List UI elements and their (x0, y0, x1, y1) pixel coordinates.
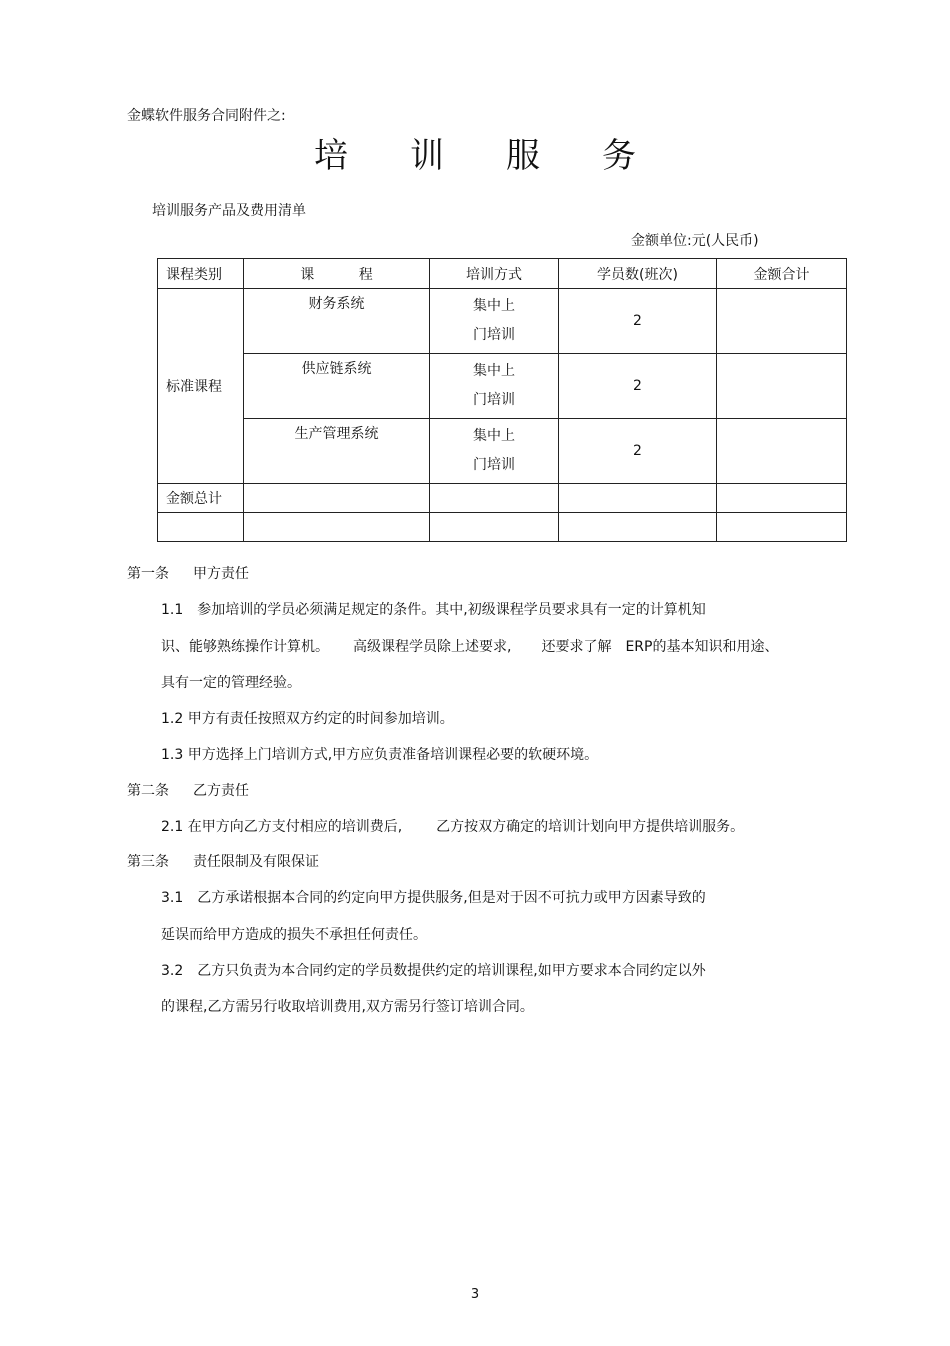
list-subtitle: 培训服务产品及费用清单 (152, 203, 306, 219)
table-row (158, 354, 847, 419)
article-label: 第一条 (127, 566, 169, 582)
article-title: 责任限制及有限保证 (193, 854, 319, 870)
course-cell: 生产管理系统 (244, 419, 430, 484)
method-line1: 集中上 (473, 298, 515, 314)
amount-cell (717, 354, 847, 419)
method-line1: 集中上 (473, 428, 515, 444)
clause-3-2-line1 (161, 960, 706, 980)
method-line2: 门培训 (473, 457, 515, 473)
page-title: 培训服务 (314, 136, 698, 176)
total-empty-cell (430, 484, 559, 513)
total-empty-cell (244, 484, 430, 513)
clause-3-1-line2: 延误而给甲方造成的损失不承担任何责任。 (161, 927, 427, 943)
header-method: 培训方式 (430, 259, 559, 289)
clause-3-2-line2: 的课程,乙方需另行收取培训费用,双方需另行签订培训合同。 (161, 999, 534, 1015)
clause-1-3: 1.3 甲方选择上门培训方式,甲方应负责准备培训课程必要的软硬环境。 (161, 747, 599, 763)
article1-heading (127, 563, 249, 583)
table-row (158, 289, 847, 354)
clause-text: 2.1 在甲方向乙方支付相应的培训费后, (161, 819, 403, 835)
clause-3-1-line1 (161, 887, 706, 907)
article-title: 甲方责任 (193, 566, 249, 582)
course-cell: 财务系统 (244, 289, 430, 354)
blank-cell (559, 513, 717, 542)
article2-heading (127, 780, 249, 800)
method-cell (430, 419, 559, 484)
article-title: 乙方责任 (193, 783, 249, 799)
header-category: 课程类别 (158, 259, 244, 289)
total-empty-cell (559, 484, 717, 513)
method-cell (430, 289, 559, 354)
clause-text: 乙方承诺根据本合同的约定向甲方提供服务,但是对于因不可抗力或甲方因素导致的 (197, 890, 706, 906)
method-line1: 集中上 (473, 363, 515, 379)
clause-2-1 (161, 816, 744, 836)
clause-number: 3.2 (161, 963, 184, 979)
page-number: 3 (470, 1287, 480, 1302)
amount-cell (717, 419, 847, 484)
clause-1-1-line3: 具有一定的管理经验。 (161, 675, 301, 691)
clause-number: 3.1 (161, 890, 184, 906)
blank-row (158, 513, 847, 542)
clause-text: ERP的基本知识和用途、 (625, 639, 779, 655)
currency-note: 金额单位:元(人民币) (631, 233, 759, 249)
blank-cell (158, 513, 244, 542)
clause-1-1-line2 (161, 636, 778, 656)
total-amount-cell (717, 484, 847, 513)
clause-text: 参加培训的学员必须满足规定的条件。其中,初级课程学员要求具有一定的计算机知 (197, 602, 706, 618)
article-label: 第三条 (127, 854, 169, 870)
blank-cell (717, 513, 847, 542)
header-amount: 金额合计 (717, 259, 847, 289)
clause-text: 乙方按双方确定的培训计划向甲方提供培训服务。 (436, 819, 745, 835)
table-header-row (158, 259, 847, 289)
clause-1-2: 1.2 甲方有责任按照双方约定的时间参加培训。 (161, 711, 454, 727)
method-line2: 门培训 (473, 327, 515, 343)
blank-cell (430, 513, 559, 542)
header-students: 学员数(班次) (559, 259, 717, 289)
students-cell: 2 (559, 354, 717, 419)
article3-heading (127, 851, 319, 871)
table-row (158, 419, 847, 484)
method-cell (430, 354, 559, 419)
header-course: 课 程 (244, 259, 430, 289)
clause-text: 还要求了解 (541, 639, 612, 655)
clause-text: 识、能够熟练操作计算机。 (161, 639, 329, 655)
students-cell: 2 (559, 289, 717, 354)
clause-text: 高级课程学员除上述要求, (353, 639, 512, 655)
total-row (158, 484, 847, 513)
fee-table (157, 258, 847, 542)
blank-cell (244, 513, 430, 542)
total-label: 金额总计 (158, 484, 244, 513)
article-label: 第二条 (127, 783, 169, 799)
clause-number: 1.1 (161, 602, 184, 618)
category-cell: 标准课程 (158, 289, 244, 484)
amount-cell (717, 289, 847, 354)
course-cell: 供应链系统 (244, 354, 430, 419)
attachment-note: 金蝶软件服务合同附件之: (127, 108, 286, 124)
clause-text: 乙方只负责为本合同约定的学员数提供约定的培训课程,如甲方要求本合同约定以外 (197, 963, 706, 979)
clause-1-1-line1 (161, 599, 706, 619)
method-line2: 门培训 (473, 392, 515, 408)
students-cell: 2 (559, 419, 717, 484)
